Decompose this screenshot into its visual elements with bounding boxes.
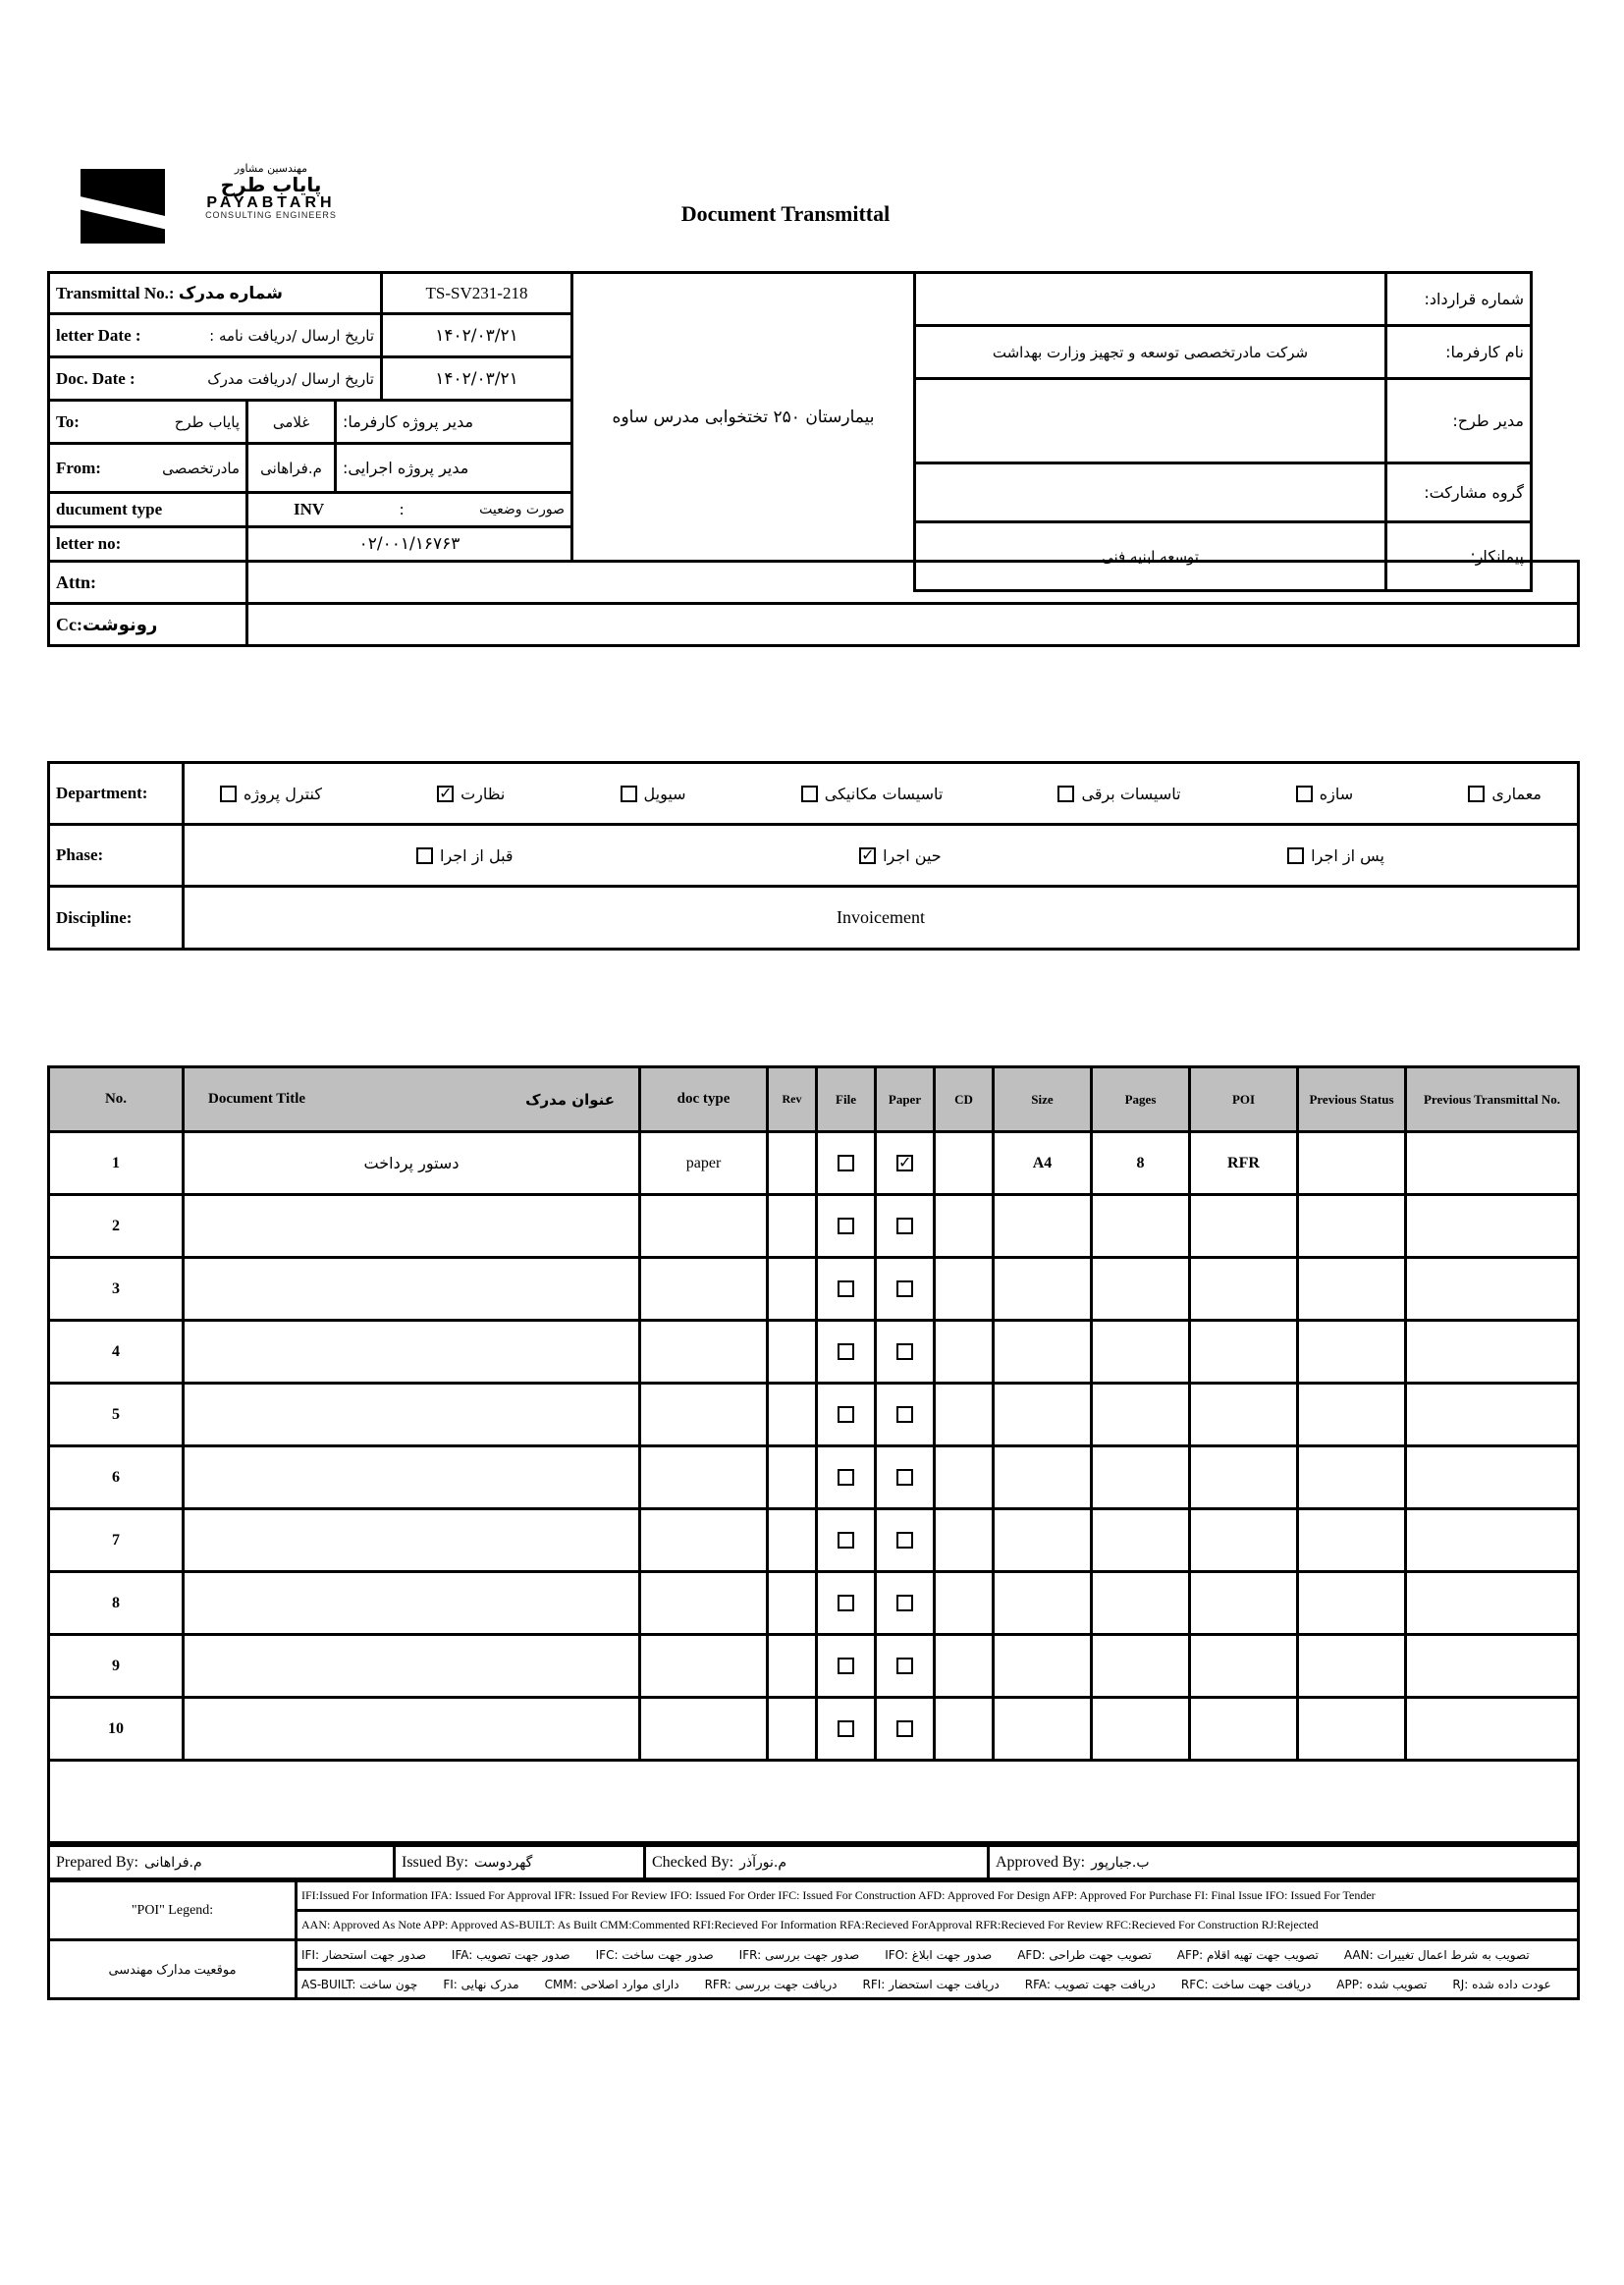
checkbox-label: نظارت: [460, 784, 506, 803]
checkbox-checked-icon[interactable]: [896, 1155, 913, 1171]
issued-by-cell: Issued By: گهردوست: [395, 1846, 645, 1879]
row-prev-transmittal: [1406, 1446, 1579, 1509]
row-file-checkbox: [817, 1258, 876, 1321]
row-prev-transmittal: [1406, 1132, 1579, 1195]
row-pages: [1092, 1258, 1190, 1321]
row-poi: [1190, 1509, 1298, 1572]
row-cd: [935, 1132, 994, 1195]
transmittal-no-value: TS-SV231-218: [382, 273, 572, 314]
attn-label: Attn:: [49, 562, 247, 604]
row-doc-type: [640, 1572, 768, 1635]
row-prev-status: [1298, 1698, 1406, 1761]
row-poi: [1190, 1572, 1298, 1635]
row-doc-type: [640, 1635, 768, 1698]
col-pages: Pages: [1092, 1067, 1190, 1132]
legend-item: IFR: صدور جهت بررسی: [738, 1947, 860, 1962]
row-cd: [935, 1635, 994, 1698]
poi-legend-table: [47, 1879, 1580, 2000]
legend-item: IFA: صدور جهت تصویب: [451, 1947, 570, 1962]
row-prev-transmittal: [1406, 1509, 1579, 1572]
checkbox-unchecked-icon[interactable]: [838, 1155, 854, 1171]
row-prev-status: [1298, 1132, 1406, 1195]
row-pages: [1092, 1572, 1190, 1635]
row-file-checkbox: [817, 1509, 876, 1572]
row-title: [184, 1635, 640, 1698]
checkbox-label: کنترل پروژه: [244, 784, 322, 803]
document-type-label: ducument type: [49, 493, 247, 527]
row-file-checkbox: [817, 1195, 876, 1258]
checkbox-unchecked-icon[interactable]: [896, 1595, 913, 1611]
row-prev-transmittal: [1406, 1635, 1579, 1698]
row-prev-status: [1298, 1446, 1406, 1509]
doc-status-label: موقعیت مدارک مهندسی: [49, 1940, 297, 1999]
row-pages: [1092, 1635, 1190, 1698]
legend-item: FI: مدرک نهایی: [443, 1977, 519, 1991]
row-doc-type: paper: [640, 1132, 768, 1195]
row-doc-type: [640, 1321, 768, 1384]
row-cd: [935, 1446, 994, 1509]
row-rev: [768, 1509, 817, 1572]
department-option: [437, 785, 505, 803]
row-no: 7: [49, 1509, 184, 1572]
legend-item: APP: تصویب شده: [1336, 1977, 1428, 1991]
row-size: [994, 1572, 1092, 1635]
checked-by-cell: Checked By: م.نورآذر: [645, 1846, 989, 1879]
legend-item: IFO: صدور جهت ابلاغ: [885, 1947, 993, 1962]
department-option: [1057, 785, 1180, 803]
checkbox-unchecked-icon[interactable]: [801, 786, 818, 802]
documents-table: [47, 1065, 1580, 1844]
row-prev-transmittal: [1406, 1258, 1579, 1321]
row-prev-status: [1298, 1635, 1406, 1698]
col-poi: POI: [1190, 1067, 1298, 1132]
row-rev: [768, 1572, 817, 1635]
row-poi: [1190, 1258, 1298, 1321]
checkbox-unchecked-icon[interactable]: [896, 1280, 913, 1297]
table-row: [49, 1572, 1579, 1635]
row-file-checkbox: [817, 1446, 876, 1509]
checkbox-label: سازه: [1319, 784, 1354, 803]
contract-info-table: [913, 271, 1533, 592]
client-name-label: نام کارفرما:: [1386, 326, 1532, 379]
checkbox-unchecked-icon[interactable]: [896, 1469, 913, 1486]
to-person: غلامی: [247, 401, 336, 444]
payabtarh-logo-icon: [81, 169, 165, 244]
row-file-checkbox: [817, 1698, 876, 1761]
row-prev-status: [1298, 1195, 1406, 1258]
col-paper: Paper: [876, 1067, 935, 1132]
logo-en-name: PAYABTARH: [206, 193, 336, 211]
row-cd: [935, 1321, 994, 1384]
col-no: No.: [49, 1067, 184, 1132]
row-prev-status: [1298, 1572, 1406, 1635]
letter-date-label: letter Date : تاریخ ارسال /دریافت نامه :: [49, 314, 382, 357]
row-title: [184, 1509, 640, 1572]
letter-date-value: ۱۴۰۲/۰۳/۲۱: [382, 314, 572, 357]
row-pages: [1092, 1195, 1190, 1258]
legend-item: AS-BUILT: چون ساخت: [301, 1977, 418, 1991]
row-file-checkbox: [817, 1384, 876, 1446]
col-prev-status: Previous Status: [1298, 1067, 1406, 1132]
logo-text-block: [173, 163, 369, 221]
row-pages: [1092, 1446, 1190, 1509]
col-size: Size: [994, 1067, 1092, 1132]
checkbox-unchecked-icon[interactable]: [838, 1658, 854, 1674]
col-doc-type: doc type: [640, 1067, 768, 1132]
legend-item: RFR: دریافت جهت بررسی: [704, 1977, 838, 1991]
row-no: 5: [49, 1384, 184, 1446]
checkbox-label: پس از اجرا: [1311, 845, 1384, 865]
row-doc-type: [640, 1258, 768, 1321]
row-paper-checkbox: [876, 1321, 935, 1384]
row-size: [994, 1321, 1092, 1384]
row-file-checkbox: [817, 1572, 876, 1635]
checkbox-label: حین اجرا: [883, 845, 942, 865]
jv-group-value: [915, 463, 1386, 522]
cc-label: Cc:رونوشت: [49, 604, 247, 646]
row-poi: [1190, 1321, 1298, 1384]
row-cd: [935, 1698, 994, 1761]
transmittal-info-table: [47, 271, 916, 563]
col-cd: CD: [935, 1067, 994, 1132]
page-title: Document Transmittal: [680, 201, 891, 226]
checkbox-unchecked-icon[interactable]: [1057, 786, 1074, 802]
from-person-label: مدیر پروژه اجرایی:: [336, 444, 572, 493]
row-file-checkbox: [817, 1635, 876, 1698]
table-row: [49, 1195, 1579, 1258]
checkbox-unchecked-icon[interactable]: [838, 1218, 854, 1234]
legend-item: RFI: دریافت جهت استحضار: [862, 1977, 1000, 1991]
checkbox-checked-icon[interactable]: [437, 786, 454, 802]
department-options: [184, 763, 1579, 825]
poi-legend-en-line1: IFI:Issued For Information IFA: Issued For Approval IFR: Issued For Review IFO: Issued For Order IFC: Issued For Construction AFD: Approved For Design AFP: Approved For Purchase FI: Final Issue IFO: Issued For Tender: [297, 1881, 1579, 1911]
row-file-checkbox: [817, 1321, 876, 1384]
row-title: [184, 1321, 640, 1384]
row-size: [994, 1698, 1092, 1761]
row-cd: [935, 1509, 994, 1572]
transmittal-no-label: Transmittal No.: شماره مدرک: [49, 273, 382, 314]
row-doc-type: [640, 1446, 768, 1509]
checkbox-unchecked-icon[interactable]: [896, 1343, 913, 1360]
row-size: [994, 1258, 1092, 1321]
row-paper-checkbox: [876, 1635, 935, 1698]
row-no: 6: [49, 1446, 184, 1509]
row-poi: [1190, 1195, 1298, 1258]
checkbox-unchecked-icon[interactable]: [838, 1532, 854, 1549]
logo-fa-subtitle: مهندسین مشاور: [234, 162, 308, 175]
row-cd: [935, 1258, 994, 1321]
phase-label: Phase:: [49, 825, 184, 887]
row-size: [994, 1195, 1092, 1258]
row-title: دستور پرداخت: [184, 1132, 640, 1195]
row-rev: [768, 1132, 817, 1195]
row-poi: [1190, 1384, 1298, 1446]
phase-options: [184, 825, 1579, 887]
row-poi: RFR: [1190, 1132, 1298, 1195]
row-paper-checkbox: [876, 1258, 935, 1321]
checkbox-unchecked-icon[interactable]: [416, 847, 433, 864]
prepared-by-cell: Prepared By: م.فراهانی: [49, 1846, 395, 1879]
row-paper-checkbox: [876, 1509, 935, 1572]
row-rev: [768, 1635, 817, 1698]
phase-option: [859, 846, 942, 865]
row-poi: [1190, 1698, 1298, 1761]
table-row: [49, 1132, 1579, 1195]
table-row: [49, 1258, 1579, 1321]
client-name-value: شرکت مادرتخصصی توسعه و تجهیز وزارت بهداشت: [915, 326, 1386, 379]
row-no: 8: [49, 1572, 184, 1635]
row-no: 3: [49, 1258, 184, 1321]
poi-legend-en-line2: AAN: Approved As Note APP: Approved AS-BUILT: As Built CMM:Commented RFI:Recieved For Information RFA:Recieved ForApproval RFR:Recieved For Review RFC:Recieved For Construction RJ:Rejected: [297, 1911, 1579, 1940]
row-cd: [935, 1572, 994, 1635]
checkbox-unchecked-icon[interactable]: [838, 1280, 854, 1297]
checkbox-unchecked-icon[interactable]: [896, 1218, 913, 1234]
row-poi: [1190, 1635, 1298, 1698]
row-title: [184, 1572, 640, 1635]
table-row: [49, 1321, 1579, 1384]
row-pages: [1092, 1698, 1190, 1761]
row-prev-status: [1298, 1321, 1406, 1384]
row-size: [994, 1509, 1092, 1572]
row-paper-checkbox: [876, 1132, 935, 1195]
table-row: [49, 1509, 1579, 1572]
to-person-label: مدیر پروژه کارفرما:: [336, 401, 572, 444]
row-size: [994, 1635, 1092, 1698]
approved-by-cell: Approved By: ب.جبارپور: [989, 1846, 1579, 1879]
row-doc-type: [640, 1698, 768, 1761]
document-type-value: INV : صورت وضعیت: [247, 493, 572, 527]
row-no: 4: [49, 1321, 184, 1384]
legend-item: IFC: صدور جهت ساخت: [595, 1947, 714, 1962]
signature-row: [47, 1844, 1580, 1880]
classification-table: [47, 761, 1580, 951]
row-size: [994, 1446, 1092, 1509]
from-person: م.فراهانی: [247, 444, 336, 493]
checkbox-unchecked-icon[interactable]: [838, 1720, 854, 1737]
project-manager-label: مدیر طرح:: [1386, 379, 1532, 463]
checkbox-checked-icon[interactable]: [859, 847, 876, 864]
legend-item: RFA: دریافت جهت تصویب: [1024, 1977, 1156, 1991]
legend-item: AAN: تصویب به شرط اعمال تغییرات: [1343, 1947, 1530, 1962]
phase-option: [1287, 846, 1384, 865]
poi-legend-label: "POI" Legend:: [49, 1881, 297, 1940]
checkbox-unchecked-icon[interactable]: [621, 786, 637, 802]
row-cd: [935, 1384, 994, 1446]
row-paper-checkbox: [876, 1195, 935, 1258]
legend-item: AFD: تصویب جهت طراحی: [1017, 1947, 1152, 1962]
col-rev: Rev: [768, 1067, 817, 1132]
cc-value: [247, 604, 1579, 646]
to-cell: To: پایاب طرح: [49, 401, 247, 444]
table-row: [49, 1446, 1579, 1509]
col-prev-transmittal: Previous Transmittal No.: [1406, 1067, 1579, 1132]
checkbox-unchecked-icon[interactable]: [838, 1595, 854, 1611]
contractor-label: پیمانکار:: [1386, 522, 1532, 591]
checkbox-unchecked-icon[interactable]: [838, 1406, 854, 1423]
row-prev-status: [1298, 1258, 1406, 1321]
checkbox-unchecked-icon[interactable]: [838, 1469, 854, 1486]
department-option: [220, 785, 322, 803]
row-prev-status: [1298, 1384, 1406, 1446]
legend-item: RFC: دریافت جهت ساخت: [1180, 1977, 1312, 1991]
checkbox-unchecked-icon[interactable]: [1287, 847, 1304, 864]
checkbox-unchecked-icon[interactable]: [1296, 786, 1313, 802]
col-file: File: [817, 1067, 876, 1132]
row-rev: [768, 1446, 817, 1509]
legend-item: IFI: صدور جهت استحضار: [301, 1947, 426, 1962]
col-title: Document Title عنوان مدرک: [184, 1067, 640, 1132]
row-pages: [1092, 1509, 1190, 1572]
row-size: [994, 1384, 1092, 1446]
checkbox-unchecked-icon[interactable]: [838, 1343, 854, 1360]
checkbox-unchecked-icon[interactable]: [1468, 786, 1485, 802]
checkbox-unchecked-icon[interactable]: [220, 786, 237, 802]
logo-fa-name: پایاب طرح: [220, 172, 322, 196]
jv-group-label: گروه مشارکت:: [1386, 463, 1532, 522]
department-option: [1468, 785, 1542, 803]
row-no: 9: [49, 1635, 184, 1698]
legend-item: RJ: عودت داده شده: [1452, 1977, 1551, 1991]
row-title: [184, 1698, 640, 1761]
row-doc-type: [640, 1195, 768, 1258]
row-title: [184, 1384, 640, 1446]
logo-swoosh-icon: [67, 194, 177, 232]
legend-item: AFP: تصویب جهت تهیه اقلام: [1176, 1947, 1319, 1962]
row-prev-transmittal: [1406, 1572, 1579, 1635]
checkbox-label: سیویل: [643, 784, 686, 803]
row-paper-checkbox: [876, 1572, 935, 1635]
table-row: [49, 1698, 1579, 1761]
row-doc-type: [640, 1509, 768, 1572]
department-label: Department:: [49, 763, 184, 825]
discipline-value: Invoicement: [184, 887, 1579, 950]
checkbox-label: معماری: [1491, 784, 1542, 803]
row-title: [184, 1195, 640, 1258]
letter-no-label: letter no:: [49, 527, 247, 562]
contractor-value: توسعه ابنیه فنی: [915, 522, 1386, 591]
cc-row: [47, 602, 1580, 647]
row-pages: [1092, 1321, 1190, 1384]
row-file-checkbox: [817, 1132, 876, 1195]
contract-no-value: [915, 273, 1386, 326]
table-row: [49, 1384, 1579, 1446]
poi-legend-fa-line1: [297, 1940, 1579, 1970]
project-name: بیمارستان ۲۵۰ تختخوابی مدرس ساوه: [572, 273, 915, 562]
row-paper-checkbox: [876, 1446, 935, 1509]
checkbox-label: تاسیسات مکانیکی: [824, 784, 944, 803]
documents-table-filler: [49, 1761, 1579, 1843]
contract-no-label: شماره قرارداد:: [1386, 273, 1532, 326]
checkbox-unchecked-icon[interactable]: [896, 1658, 913, 1674]
documents-table-header: [49, 1067, 1579, 1132]
logo-en-subtitle: CONSULTING ENGINEERS: [205, 210, 337, 221]
legend-item: CMM: دارای موارد اصلاحی: [544, 1977, 679, 1991]
checkbox-unchecked-icon[interactable]: [896, 1406, 913, 1423]
row-rev: [768, 1384, 817, 1446]
row-prev-transmittal: [1406, 1698, 1579, 1761]
row-rev: [768, 1195, 817, 1258]
row-poi: [1190, 1446, 1298, 1509]
row-prev-transmittal: [1406, 1195, 1579, 1258]
row-prev-transmittal: [1406, 1384, 1579, 1446]
checkbox-label: تاسیسات برقی: [1081, 784, 1181, 803]
department-option: [621, 785, 686, 803]
row-paper-checkbox: [876, 1698, 935, 1761]
row-title: [184, 1446, 640, 1509]
row-prev-transmittal: [1406, 1321, 1579, 1384]
project-manager-value: [915, 379, 1386, 463]
row-no: 10: [49, 1698, 184, 1761]
row-rev: [768, 1698, 817, 1761]
row-pages: [1092, 1384, 1190, 1446]
row-pages: 8: [1092, 1132, 1190, 1195]
doc-date-value: ۱۴۰۲/۰۳/۲۱: [382, 357, 572, 401]
row-doc-type: [640, 1384, 768, 1446]
row-size: A4: [994, 1132, 1092, 1195]
from-cell: From: مادرتخصصی: [49, 444, 247, 493]
row-rev: [768, 1321, 817, 1384]
letter-no-value: ۰۲/۰۰۱/۱۶۷۶۳: [247, 527, 572, 562]
poi-legend-fa-line2: [297, 1970, 1579, 1999]
row-cd: [935, 1195, 994, 1258]
row-rev: [768, 1258, 817, 1321]
discipline-label: Discipline:: [49, 887, 184, 950]
checkbox-label: قبل از اجرا: [440, 845, 514, 865]
phase-option: [416, 846, 514, 865]
checkbox-unchecked-icon[interactable]: [896, 1720, 913, 1737]
row-no: 2: [49, 1195, 184, 1258]
row-title: [184, 1258, 640, 1321]
doc-date-label: Doc. Date : تاریخ ارسال /دریافت مدرک: [49, 357, 382, 401]
department-option: [1296, 785, 1353, 803]
row-prev-status: [1298, 1509, 1406, 1572]
checkbox-unchecked-icon[interactable]: [896, 1532, 913, 1549]
table-row: [49, 1635, 1579, 1698]
department-option: [801, 785, 944, 803]
row-paper-checkbox: [876, 1384, 935, 1446]
row-no: 1: [49, 1132, 184, 1195]
